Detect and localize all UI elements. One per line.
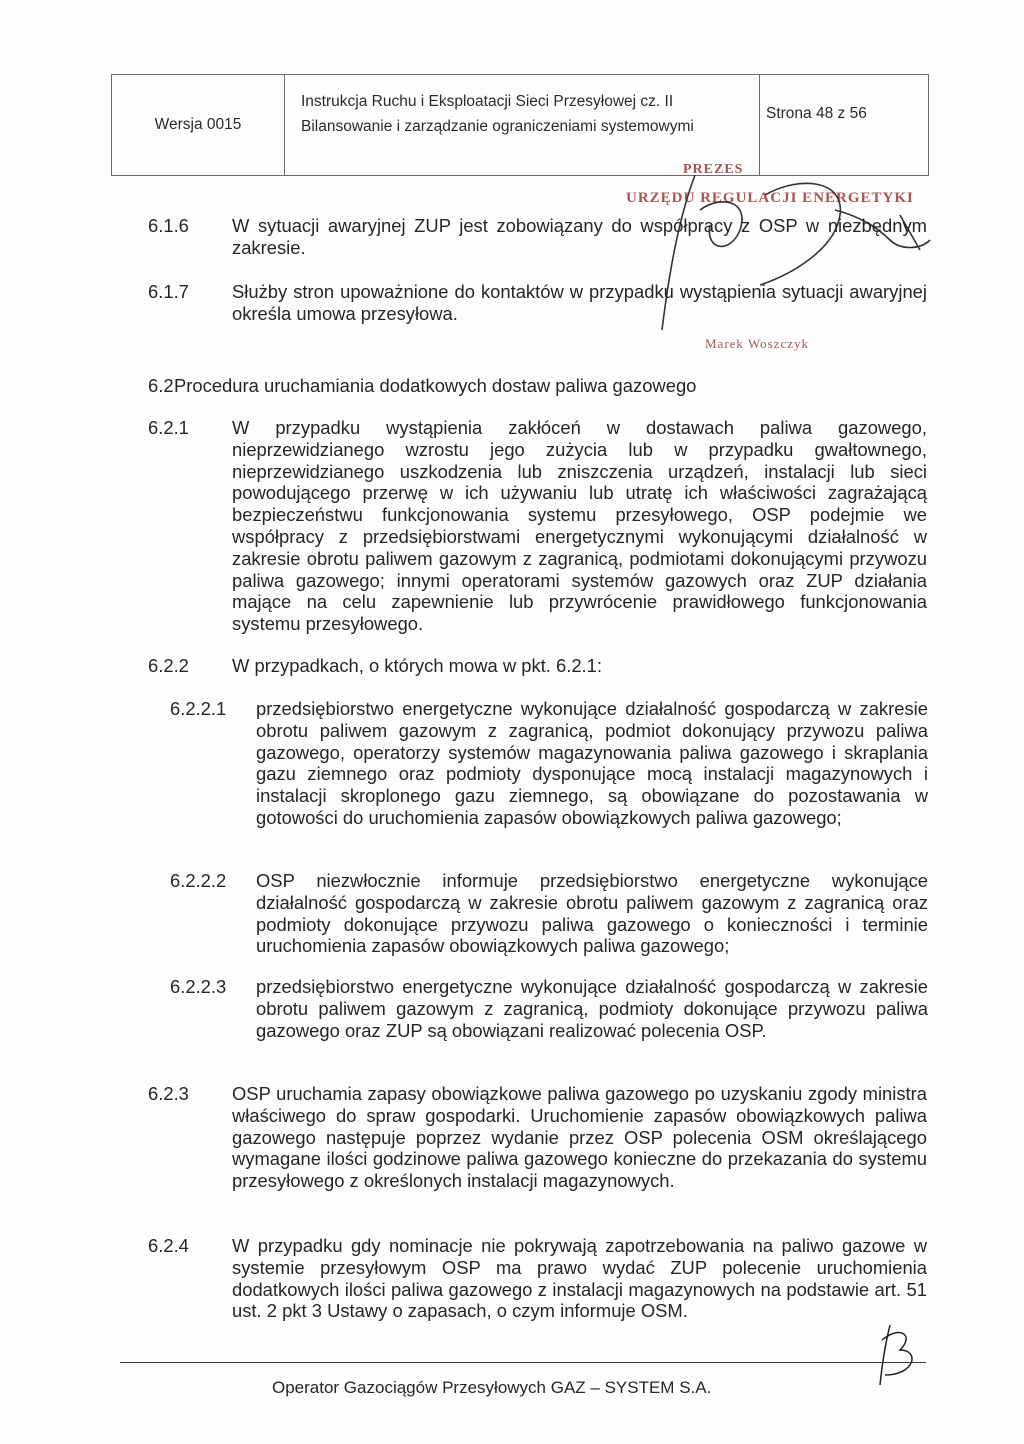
initials-scribble — [870, 1320, 930, 1390]
page-number: Strona 48 z 56 — [766, 105, 867, 122]
section-6-2-4 — [148, 1235, 928, 1327]
section-number: 6.1.7 — [148, 281, 189, 302]
section-6-2-2-2 — [170, 870, 930, 962]
stamp-office: URZĘDU REGULACJI ENERGETYKI — [626, 190, 914, 206]
section-text: OSP niezwłocznie informuje przedsiębiorstwo energetyczne wykonujące działalność gospodarczą w zakresie obrotu paliwem gazowym z zagranicą oraz podmioty dokonujące przywozu paliwa gazowego o konieczności i terminie uruchomienia zapasów obowiązkowych paliwa gazowego; — [256, 870, 928, 957]
section-text: W przypadku gdy nominacje nie pokrywają zapotrzebowania na paliwo gazowe w systemie przesyłowym OSP ma prawo wydać ZUP polecenie uruchomienia dodatkowych ilości paliwa gazowego z instalacji magazynowych na podstawie art. 51 ust. 2 pkt 3 Ustawy o zapasach, o czym informuje OSM. — [232, 1235, 927, 1322]
section-6-2-heading — [148, 375, 928, 399]
page-number-cell — [760, 75, 928, 175]
title-cell — [285, 75, 760, 175]
section-number: 6.2.3 — [148, 1083, 189, 1104]
document-header — [111, 74, 929, 176]
section-6-2-2 — [148, 655, 928, 679]
section-number: 6.2.1 — [148, 417, 189, 438]
section-number: 6.2.2.2 — [170, 870, 227, 891]
section-number: 6.2.4 — [148, 1235, 189, 1256]
section-number: 6.2 — [148, 375, 174, 396]
section-number: 6.1.6 — [148, 215, 189, 236]
section-6-2-1 — [148, 417, 928, 637]
section-6-1-6 — [148, 215, 928, 259]
section-text: przedsiębiorstwo energetyczne wykonujące działalność gospodarczą w zakresie obrotu paliwem gazowym z zagranicą, podmiot dokonujący przywozu paliwa gazowego, operatorzy systemów magazynowania paliwa gazowego i skraplania gazu ziemnego oraz podmioty dysponujące mocą instalacji magazynowych i instalacji skroplonego gazu ziemnego, są obowiązane do pozostawania w gotowości do uruchomienia zapasów obowiązkowych paliwa gazowego; — [256, 698, 928, 828]
document-subtitle: Bilansowanie i zarządzanie ograniczeniami systemowymi — [301, 118, 694, 135]
version-label: Wersja 0015 — [154, 116, 242, 133]
section-6-1-7 — [148, 281, 928, 325]
section-heading: Procedura uruchamiania dodatkowych dostaw paliwa gazowego — [174, 375, 697, 396]
stamp-name: Marek Woszczyk — [705, 336, 810, 351]
version-cell — [112, 75, 285, 175]
section-number: 6.2.2.1 — [170, 698, 227, 719]
document-title: Instrukcja Ruchu i Eksploatacji Sieci Przesyłowej cz. II — [301, 93, 674, 110]
section-number: 6.2.2.3 — [170, 976, 227, 997]
section-number: 6.2.2 — [148, 655, 189, 676]
section-6-2-3 — [148, 1083, 928, 1217]
section-text: W przypadkach, o których mowa w pkt. 6.2.1: — [232, 655, 603, 676]
section-6-2-2-3 — [170, 976, 930, 1068]
section-text: OSP uruchamia zapasy obowiązkowe paliwa gazowego po uzyskaniu zgody ministra właściwego do spraw gospodarki. Uruchomienie zapasów obowiązkowych paliwa gazowego następuje poprzez wydanie przez OSP polecenia OSM określającego wymagane ilości godzinowe paliwa gazowego konieczne do przekazania do systemu przesyłowego z określonych instalacji magazynowych. — [232, 1083, 927, 1192]
footer-company: Operator Gazociągów Przesyłowych GAZ – SYSTEM S.A. — [272, 1378, 712, 1397]
footer-divider — [120, 1362, 926, 1363]
section-6-2-2-1 — [170, 698, 930, 854]
section-text: Służby stron upoważnione do kontaktów w przypadku wystąpienia sytuacji awaryjnej określa umowa przesyłowa. — [232, 281, 927, 324]
stamp-title: PREZES — [683, 162, 744, 177]
section-text: W przypadku wystąpienia zakłóceń w dostawach paliwa gazowego, nieprzewidzianego wzrostu jego zużycia lub w przypadku gwałtownego, nieprzewidzianego uszkodzenia lub zniszczenia urządzeń, instalacji lub sieci powodującego przerwę w ich używaniu lub utratę ich właściwości zagrażającą bezpieczeństwu funkcjonowania systemu przesyłowego, OSP podejmie we współpracy z przedsiębiorstwami energetycznymi wykonującymi działalność w zakresie obrotu paliwem gazowym z zagranicą, podmiotami dokonującymi przywozu paliwa gazowego; innymi operatorami systemów gazowych oraz ZUP działania mające na celu zapewnienie lub przywrócenie prawidłowego funkcjonowania systemu przesyłowego. — [232, 417, 927, 635]
section-text: W sytuacji awaryjnej ZUP jest zobowiązany do współpracy z OSP w niezbędnym zakresie. — [232, 215, 927, 258]
section-text: przedsiębiorstwo energetyczne wykonujące działalność gospodarczą w zakresie obrotu paliwem gazowym z zagranicą, podmioty dokonujące przywozu paliwa gazowego oraz ZUP są obowiązani realizować polecenia OSP. — [256, 976, 928, 1041]
